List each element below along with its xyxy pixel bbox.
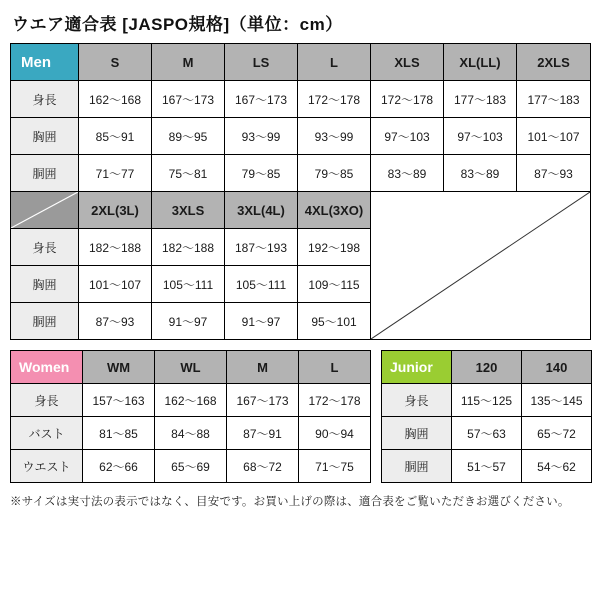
table-cell: 57〜63 [452,417,522,450]
empty-area [371,192,591,340]
table-cell: 192〜198 [298,229,371,266]
men-header-label: Men [11,44,79,81]
table-cell: 79〜85 [225,155,298,192]
men-row-label-chest: 胸囲 [11,118,79,155]
table-cell: 90〜94 [299,417,371,450]
table-cell: 83〜89 [371,155,444,192]
page-title: ウエア適合表 [JASPO規格]（単位：cm） [12,15,343,34]
footnote: ※サイズは実寸法の表示ではなく、目安です。お買い上げの際は、適合表をご覧いただきお選びください。 [10,496,570,508]
table-cell: 81〜85 [83,417,155,450]
empty-corner-cell [11,192,79,229]
table-cell: 65〜72 [522,417,592,450]
table-cell: 105〜111 [152,266,225,303]
table-cell: 93〜99 [298,118,371,155]
diagonal-line-icon [11,192,78,228]
table-cell: 97〜103 [444,118,517,155]
table-cell: 51〜57 [452,450,522,483]
junior-header-label: Junior [382,351,452,384]
table-cell: 87〜91 [227,417,299,450]
table-cell: 157〜163 [83,384,155,417]
junior-size-table [381,350,592,483]
men-size-2xls: 2XLS [517,44,591,81]
table-row [11,417,371,450]
men-size-s: S [79,44,152,81]
table-cell: 65〜69 [155,450,227,483]
diagonal-line-icon [371,192,590,339]
women-header-label: Women [11,351,83,384]
men-size-4xl: 4XL(3XO) [298,192,371,229]
table-cell: 167〜173 [225,81,298,118]
men-header-row [11,44,591,81]
table-cell: 187〜193 [225,229,298,266]
table-cell: 85〜91 [79,118,152,155]
table-cell: 162〜168 [155,384,227,417]
table-cell: 97〜103 [371,118,444,155]
women-row-label-height: 身長 [11,384,83,417]
table-cell: 95〜101 [298,303,371,340]
table-cell: 105〜111 [225,266,298,303]
table-cell: 172〜178 [299,384,371,417]
men-size-ls: LS [225,44,298,81]
table-cell: 115〜125 [452,384,522,417]
women-row-label-bust: バスト [11,417,83,450]
table-row [382,417,592,450]
men-row-label-chest-2: 胸囲 [11,266,79,303]
men-row-label-height-2: 身長 [11,229,79,266]
table-cell: 177〜183 [444,81,517,118]
junior-header-row [382,351,592,384]
table-cell: 89〜95 [152,118,225,155]
table-cell: 87〜93 [79,303,152,340]
table-row [11,384,371,417]
table-cell: 101〜107 [79,266,152,303]
table-row [11,155,591,192]
bottom-tables [10,350,590,483]
table-cell: 167〜173 [152,81,225,118]
table-cell: 172〜178 [298,81,371,118]
table-cell: 167〜173 [227,384,299,417]
women-size-l: L [299,351,371,384]
table-cell: 68〜72 [227,450,299,483]
men-size-table [10,43,591,340]
table-cell: 182〜188 [79,229,152,266]
diagonal-slash-large [371,192,590,339]
junior-row-label-waist: 胴囲 [382,450,452,483]
table-row [11,450,371,483]
table-cell: 182〜188 [152,229,225,266]
men-size-xl: XL(LL) [444,44,517,81]
junior-row-label-chest: 胸囲 [382,417,452,450]
women-header-row [11,351,371,384]
table-row [382,384,592,417]
table-cell: 101〜107 [517,118,591,155]
women-size-wl: WL [155,351,227,384]
men-size-l: L [298,44,371,81]
table-cell: 75〜81 [152,155,225,192]
men-size-2xl: 2XL(3L) [79,192,152,229]
table-cell: 71〜77 [79,155,152,192]
junior-row-label-height: 身長 [382,384,452,417]
table-cell: 87〜93 [517,155,591,192]
men-size-m: M [152,44,225,81]
table-cell: 71〜75 [299,450,371,483]
table-cell: 91〜97 [225,303,298,340]
table-cell: 84〜88 [155,417,227,450]
table-row [11,81,591,118]
women-row-label-waist: ウエスト [11,450,83,483]
men-row-label-waist-2: 胴囲 [11,303,79,340]
table-cell: 91〜97 [152,303,225,340]
table-cell: 93〜99 [225,118,298,155]
men-header-row-2 [11,192,591,229]
women-size-wm: WM [83,351,155,384]
table-cell: 79〜85 [298,155,371,192]
junior-size-140: 140 [522,351,592,384]
diagonal-slash [11,192,78,228]
men-row-label-height: 身長 [11,81,79,118]
table-cell: 54〜62 [522,450,592,483]
table-cell: 135〜145 [522,384,592,417]
women-size-m: M [227,351,299,384]
men-row-label-waist: 胴囲 [11,155,79,192]
table-row [382,450,592,483]
table-row [11,118,591,155]
table-cell: 162〜168 [79,81,152,118]
table-cell: 109〜115 [298,266,371,303]
junior-size-120: 120 [452,351,522,384]
men-size-3xls: 3XLS [152,192,225,229]
table-cell: 62〜66 [83,450,155,483]
table-cell: 177〜183 [517,81,591,118]
women-size-table [10,350,371,483]
table-cell: 172〜178 [371,81,444,118]
table-cell: 83〜89 [444,155,517,192]
men-size-3xl: 3XL(4L) [225,192,298,229]
men-size-xls: XLS [371,44,444,81]
